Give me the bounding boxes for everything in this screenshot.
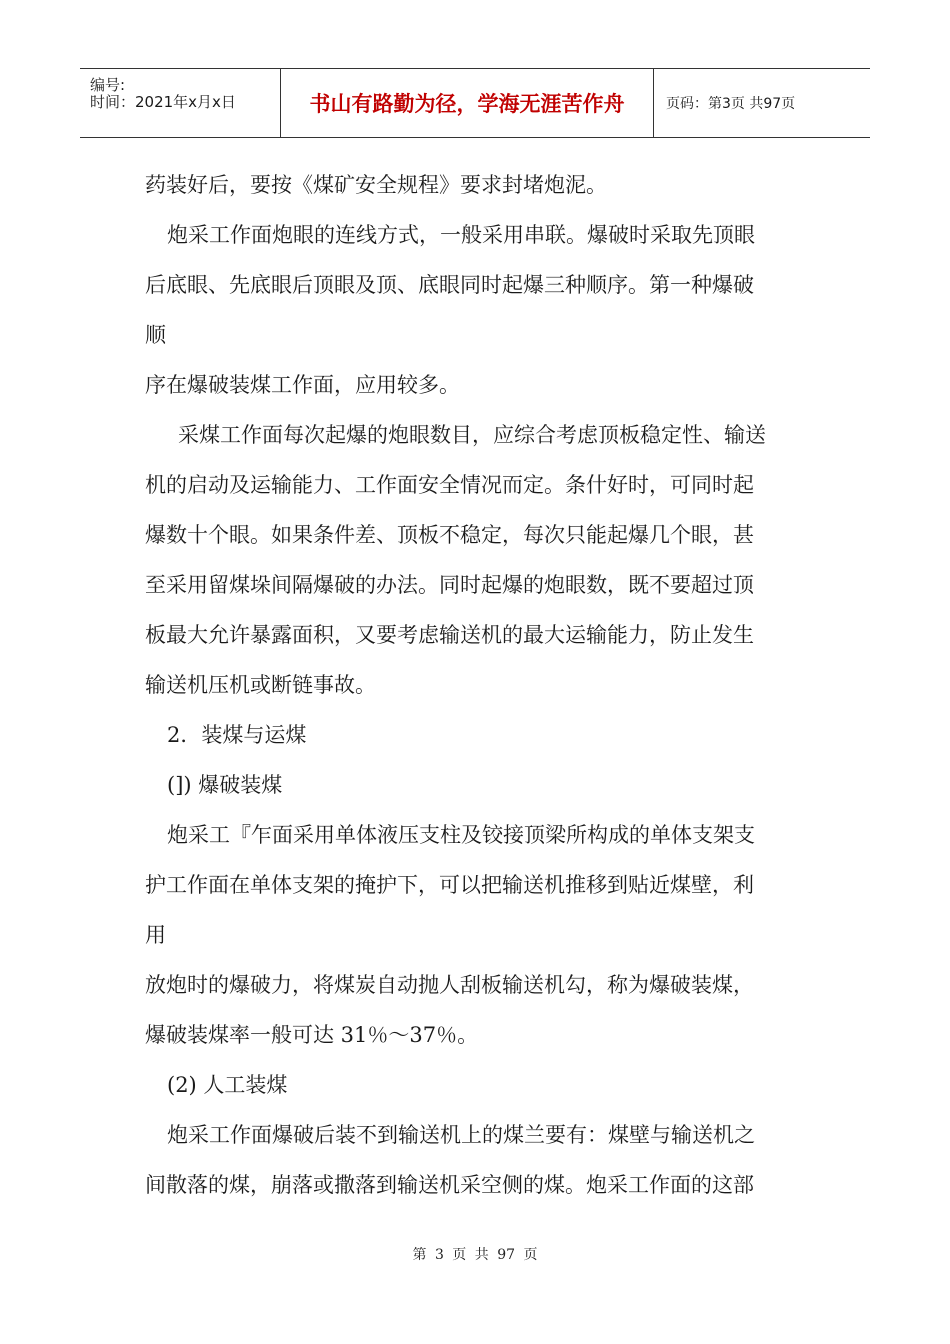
body-line: 输送机压机或断链事故。 [145,673,376,697]
subsection-heading: (2) 人工装煤 [167,1073,288,1097]
body-line: 爆破装煤率一般可达 31％～37％。 [145,1023,479,1047]
page-header [80,68,870,138]
body-line: 板最大允许暴露面积，又要考虑输送机的最大运输能力，防止发生 [145,623,754,647]
body-line: 顺 [145,323,166,347]
subsection-heading: (]) 爆破装煤 [167,773,283,797]
body-line: 炮采工『乍面采用单体液压支柱及铰接顶梁所构成的单体支架支 [167,823,755,847]
header-meta [80,69,281,137]
body-line: 采煤工作面每次起爆的炮眼数目，应综合考虑顶板稳定性、输送 [178,423,766,447]
header-page-info: 页码：第3页 共97页 [666,96,796,112]
header-motto-cell [281,69,654,137]
body-line: 机的启动及运输能力、工作面安全情况而定。条什好时，可同时起 [145,473,754,497]
body-line: 后底眼、先底眼后顶眼及顶、底眼同时起爆三种顺序。第一种爆破 [145,273,754,297]
document-number-label: 编号: [90,76,126,94]
body-line: 爆数十个眼。如果条件差、顶板不稳定，每次只能起爆几个眼，甚 [145,523,754,547]
body-line: 序在爆破装煤工作面，应用较多。 [145,373,460,397]
body-line: 用 [145,923,166,947]
header-motto: 书山有路勤为径，学海无涯苦作舟 [309,92,625,116]
body-line: 间散落的煤，崩落或撒落到输送机采空侧的煤。炮采工作面的这部 [145,1173,754,1197]
document-time-label: 时间：2021年x月x日 [90,93,236,111]
body-line: 炮采工作面炮眼的连线方式，一般采用串联。爆破时采取先顶眼 [167,223,755,247]
body-line: 护工作面在单体支架的掩护下，可以把输送机推移到贴近煤壁，利 [145,873,754,897]
body-line: 药装好后，要按《煤矿安全规程》要求封堵炮泥。 [145,173,607,197]
header-page-info-cell [654,69,870,137]
section-heading: 2．装煤与运煤 [167,723,307,747]
body-line: 至采用留煤垛间隔爆破的办法。同时起爆的炮眼数，既不要超过顶 [145,573,754,597]
page-footer: 第 3 页 共 97 页 [412,1247,538,1263]
body-line: 炮采工作面爆破后装不到输送机上的煤兰要有：煤壁与输送机之 [167,1123,755,1147]
body-line: 放炮时的爆破力，将煤炭自动抛人刮板输送机勾，称为爆破装煤， [145,973,754,997]
